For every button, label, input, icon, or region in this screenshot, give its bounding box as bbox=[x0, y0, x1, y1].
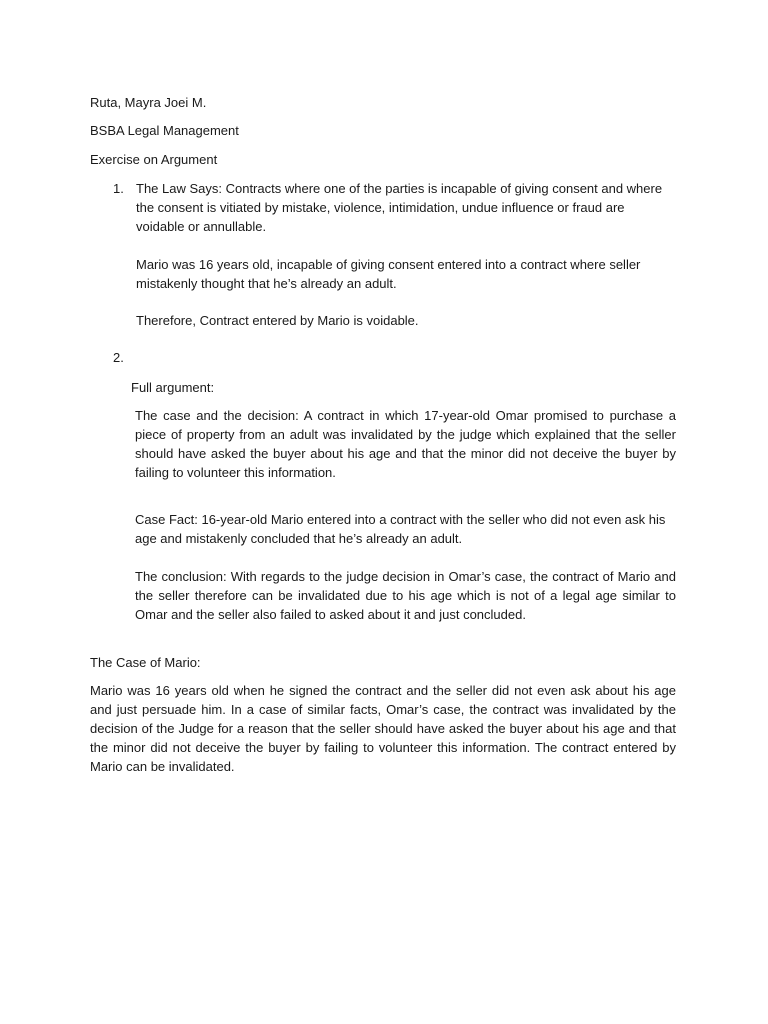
law-statement: The Law Says: Contracts where one of the parties is incapable of giving consent and where the consent is vitiated by mistake, violence, intimidation, undue influence or fraud are voidable or annullable. bbox=[136, 181, 663, 234]
document-title: Exercise on Argument bbox=[90, 152, 218, 167]
mario-case-heading: The Case of Mario: bbox=[90, 655, 201, 670]
mario-case-body: Mario was 16 years old when he signed the contract and the seller did not even ask about his age and just persuade him. In a case of similar facts, Omar’s case, the contract was invalidated by the decision of the Judge for a reason that the seller should have asked the buyer about his age and that the minor did not deceive the buyer by failing to volunteer this information. The contract entered by Mario can be invalidated. bbox=[90, 683, 676, 774]
list-number-1: 1. bbox=[113, 181, 124, 196]
conclusion: The conclusion: With regards to the judge decision in Omar’s case, the contract of Mario and the seller therefore can be invalidated due to his age which is not of a legal age similar to Omar and the seller also failed to asked about it and just concluded. bbox=[135, 569, 676, 622]
therefore-statement: Therefore, Contract entered by Mario is voidable. bbox=[136, 313, 419, 328]
course-name: BSBA Legal Management bbox=[90, 123, 239, 138]
full-argument-label: Full argument: bbox=[131, 380, 215, 395]
author-name: Ruta, Mayra Joei M. bbox=[90, 95, 207, 110]
case-fact: Case Fact: 16-year-old Mario entered into a contract with the seller who did not even ask his age and mistakenly concluded that he’s already an adult. bbox=[135, 512, 666, 546]
list-number-2: 2. bbox=[113, 350, 124, 365]
case-and-decision: The case and the decision: A contract in which 17-year-old Omar promised to purchase a piece of property from an adult was invalidated by the judge which explained that the seller should have asked the buyer about his age and that the minor did not deceive the buyer by failing to volunteer this information. bbox=[135, 408, 676, 480]
mario-fact: Mario was 16 years old, incapable of giving consent entered into a contract where seller mistakenly thought that he’s already an adult. bbox=[136, 257, 641, 291]
